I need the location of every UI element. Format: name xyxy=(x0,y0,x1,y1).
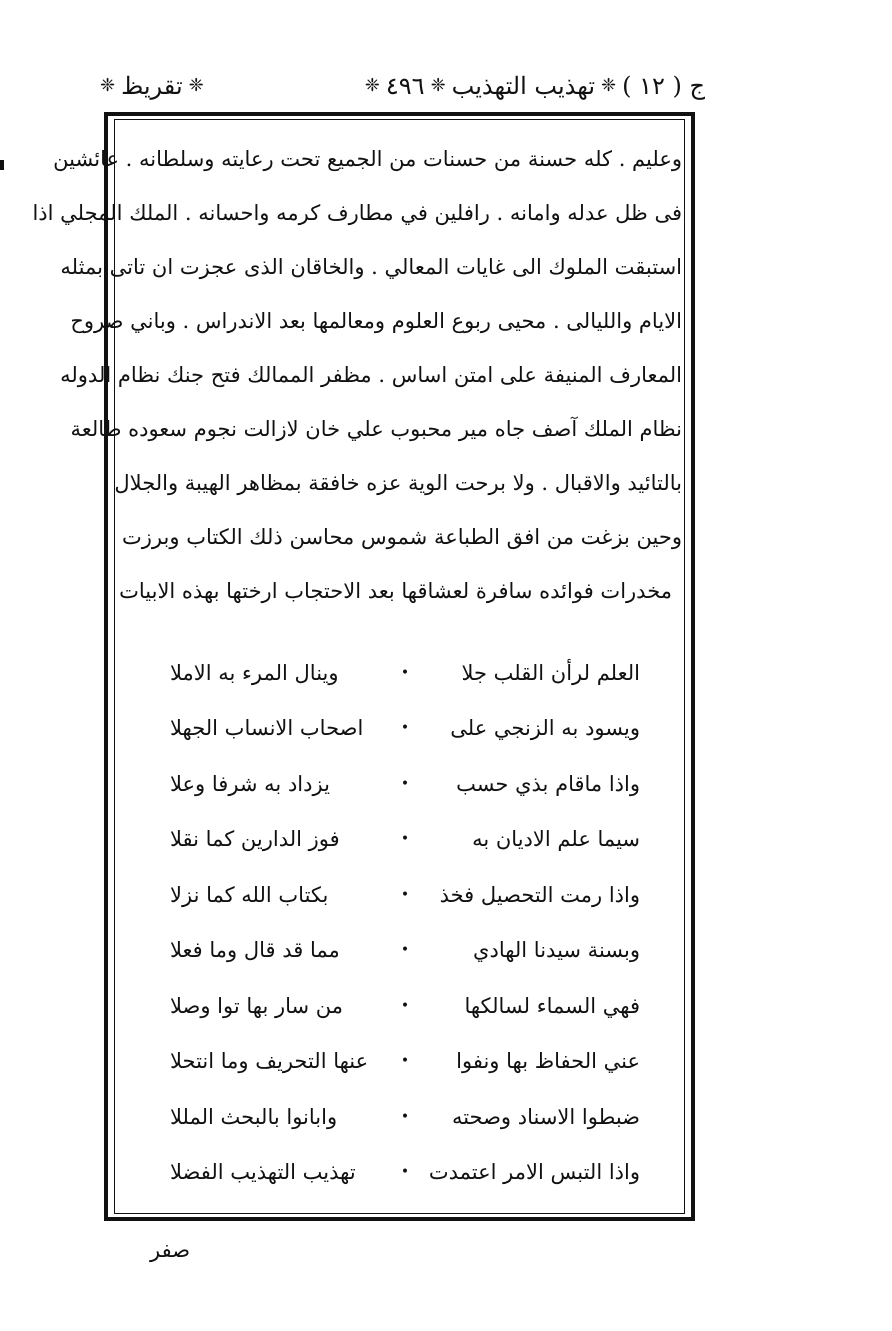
verse-first-hemistich: وبسنة سيدنا الهادي xyxy=(473,938,640,963)
page-number: ٤٩٦ xyxy=(385,72,425,100)
verse-first-hemistich: سيما علم الاديان به xyxy=(472,827,640,852)
verse-first-hemistich: واذا التبس الامر اعتمدت xyxy=(428,1160,640,1185)
verse-first-hemistich: عني الحفاظ بها ونفوا xyxy=(456,1049,640,1074)
verse-separator: • xyxy=(400,720,410,737)
verse-second-hemistich: عنها التحريف وما انتحلا xyxy=(170,1049,369,1074)
verse-line xyxy=(170,1089,640,1145)
verse-second-hemistich: فوز الدارين كما نقلا xyxy=(170,827,340,852)
verse-separator: • xyxy=(400,1108,410,1125)
ornament-icon: ❈ xyxy=(100,75,116,96)
poem xyxy=(170,645,640,1200)
verse-second-hemistich: مما قد قال وما فعلا xyxy=(170,938,340,963)
ornament-icon: ❈ xyxy=(188,75,204,96)
verse-first-hemistich: فهي السماء لسالكها xyxy=(464,993,640,1018)
text-line: الايام والليالى . محيى ربوع العلوم ومعالمها بعد الاندراس . وباني صروح xyxy=(70,309,682,333)
verse-line xyxy=(170,701,640,757)
verse-separator: • xyxy=(400,664,410,681)
prose-text xyxy=(32,132,682,618)
ornament-icon: ❈ xyxy=(430,75,446,96)
page-edge-mark xyxy=(0,160,4,170)
ornament-icon: ❈ xyxy=(601,75,617,96)
text-line: وحين بزغت من افق الطباعة شموس محاسن ذلك الكتاب وبرزت xyxy=(122,525,682,549)
verse-first-hemistich: ويسود به الزنجي على xyxy=(450,716,640,741)
verse-second-hemistich: وينال المرء به الاملا xyxy=(170,660,339,685)
catchword: صفر xyxy=(150,1238,191,1262)
verse-first-hemistich: العلم لرأن القلب جلا xyxy=(461,660,640,685)
verse-first-hemistich: واذا رمت التحصيل فخذ xyxy=(439,882,640,907)
verse-line xyxy=(170,978,640,1034)
verse-separator: • xyxy=(400,942,410,959)
running-header xyxy=(100,66,705,106)
text-line: مخدرات فوائده سافرة لعشاقها بعد الاحتجاب ارختها بهذه الابيات xyxy=(119,579,672,603)
verse-first-hemistich: واذا ماقام بذي حسب xyxy=(456,771,640,796)
text-line: نظام الملك آصف جاه مير محبوب علي خان لازالت نجوم سعوده طالعة xyxy=(70,417,682,441)
text-line: بالتائيد والاقبال . ولا برحت الوية عزه خافقة بمظاهر الهيبة والجلال xyxy=(114,471,682,495)
header-left-group xyxy=(100,72,204,100)
verse-second-hemistich: من سار بها توا وصلا xyxy=(170,993,344,1018)
verse-line xyxy=(170,867,640,923)
verse-second-hemistich: تهذيب التهذيب الفضلا xyxy=(170,1160,356,1185)
verse-separator: • xyxy=(400,775,410,792)
text-line: فى ظل عدله وامانه . رافلين في مطارف كرمه واحسانه . الملك المجلي اذا xyxy=(32,201,682,225)
verse-separator: • xyxy=(400,831,410,848)
text-line: وعليم . كله حسنة من حسنات من الجميع تحت رعايته وسلطانه . عائشين xyxy=(53,147,682,171)
verse-line xyxy=(170,923,640,979)
ornament-icon: ❈ xyxy=(364,75,380,96)
verse-line xyxy=(170,1145,640,1201)
verse-line xyxy=(170,645,640,701)
verse-second-hemistich: بكتاب الله كما نزلا xyxy=(170,882,329,907)
verse-second-hemistich: يزداد به شرفا وعلا xyxy=(170,771,330,796)
verse-line xyxy=(170,812,640,868)
verse-separator: • xyxy=(400,1164,410,1181)
volume-number: ج ( ١٢ ) xyxy=(622,72,705,100)
verse-second-hemistich: اصحاب الانساب الجهلا xyxy=(170,716,364,741)
verse-first-hemistich: ضبطوا الاسناد وصحته xyxy=(451,1104,640,1129)
header-right-group xyxy=(365,72,705,100)
book-title: تهذيب التهذيب xyxy=(451,72,595,100)
verse-separator: • xyxy=(400,997,410,1014)
verse-separator: • xyxy=(400,1053,410,1070)
section-title: تقريظ xyxy=(121,72,183,100)
text-line: استبقت الملوك الى غايات المعالي . والخاقان الذى عجزت ان تاتى بمثله xyxy=(60,255,682,279)
verse-separator: • xyxy=(400,886,410,903)
verse-second-hemistich: وابانوا بالبحث المللا xyxy=(170,1104,338,1129)
text-line: المعارف المنيفة على امتن اساس . مظفر الممالك فتح جنك نظام الدوله xyxy=(60,363,682,387)
verse-line xyxy=(170,1034,640,1090)
verse-line xyxy=(170,756,640,812)
